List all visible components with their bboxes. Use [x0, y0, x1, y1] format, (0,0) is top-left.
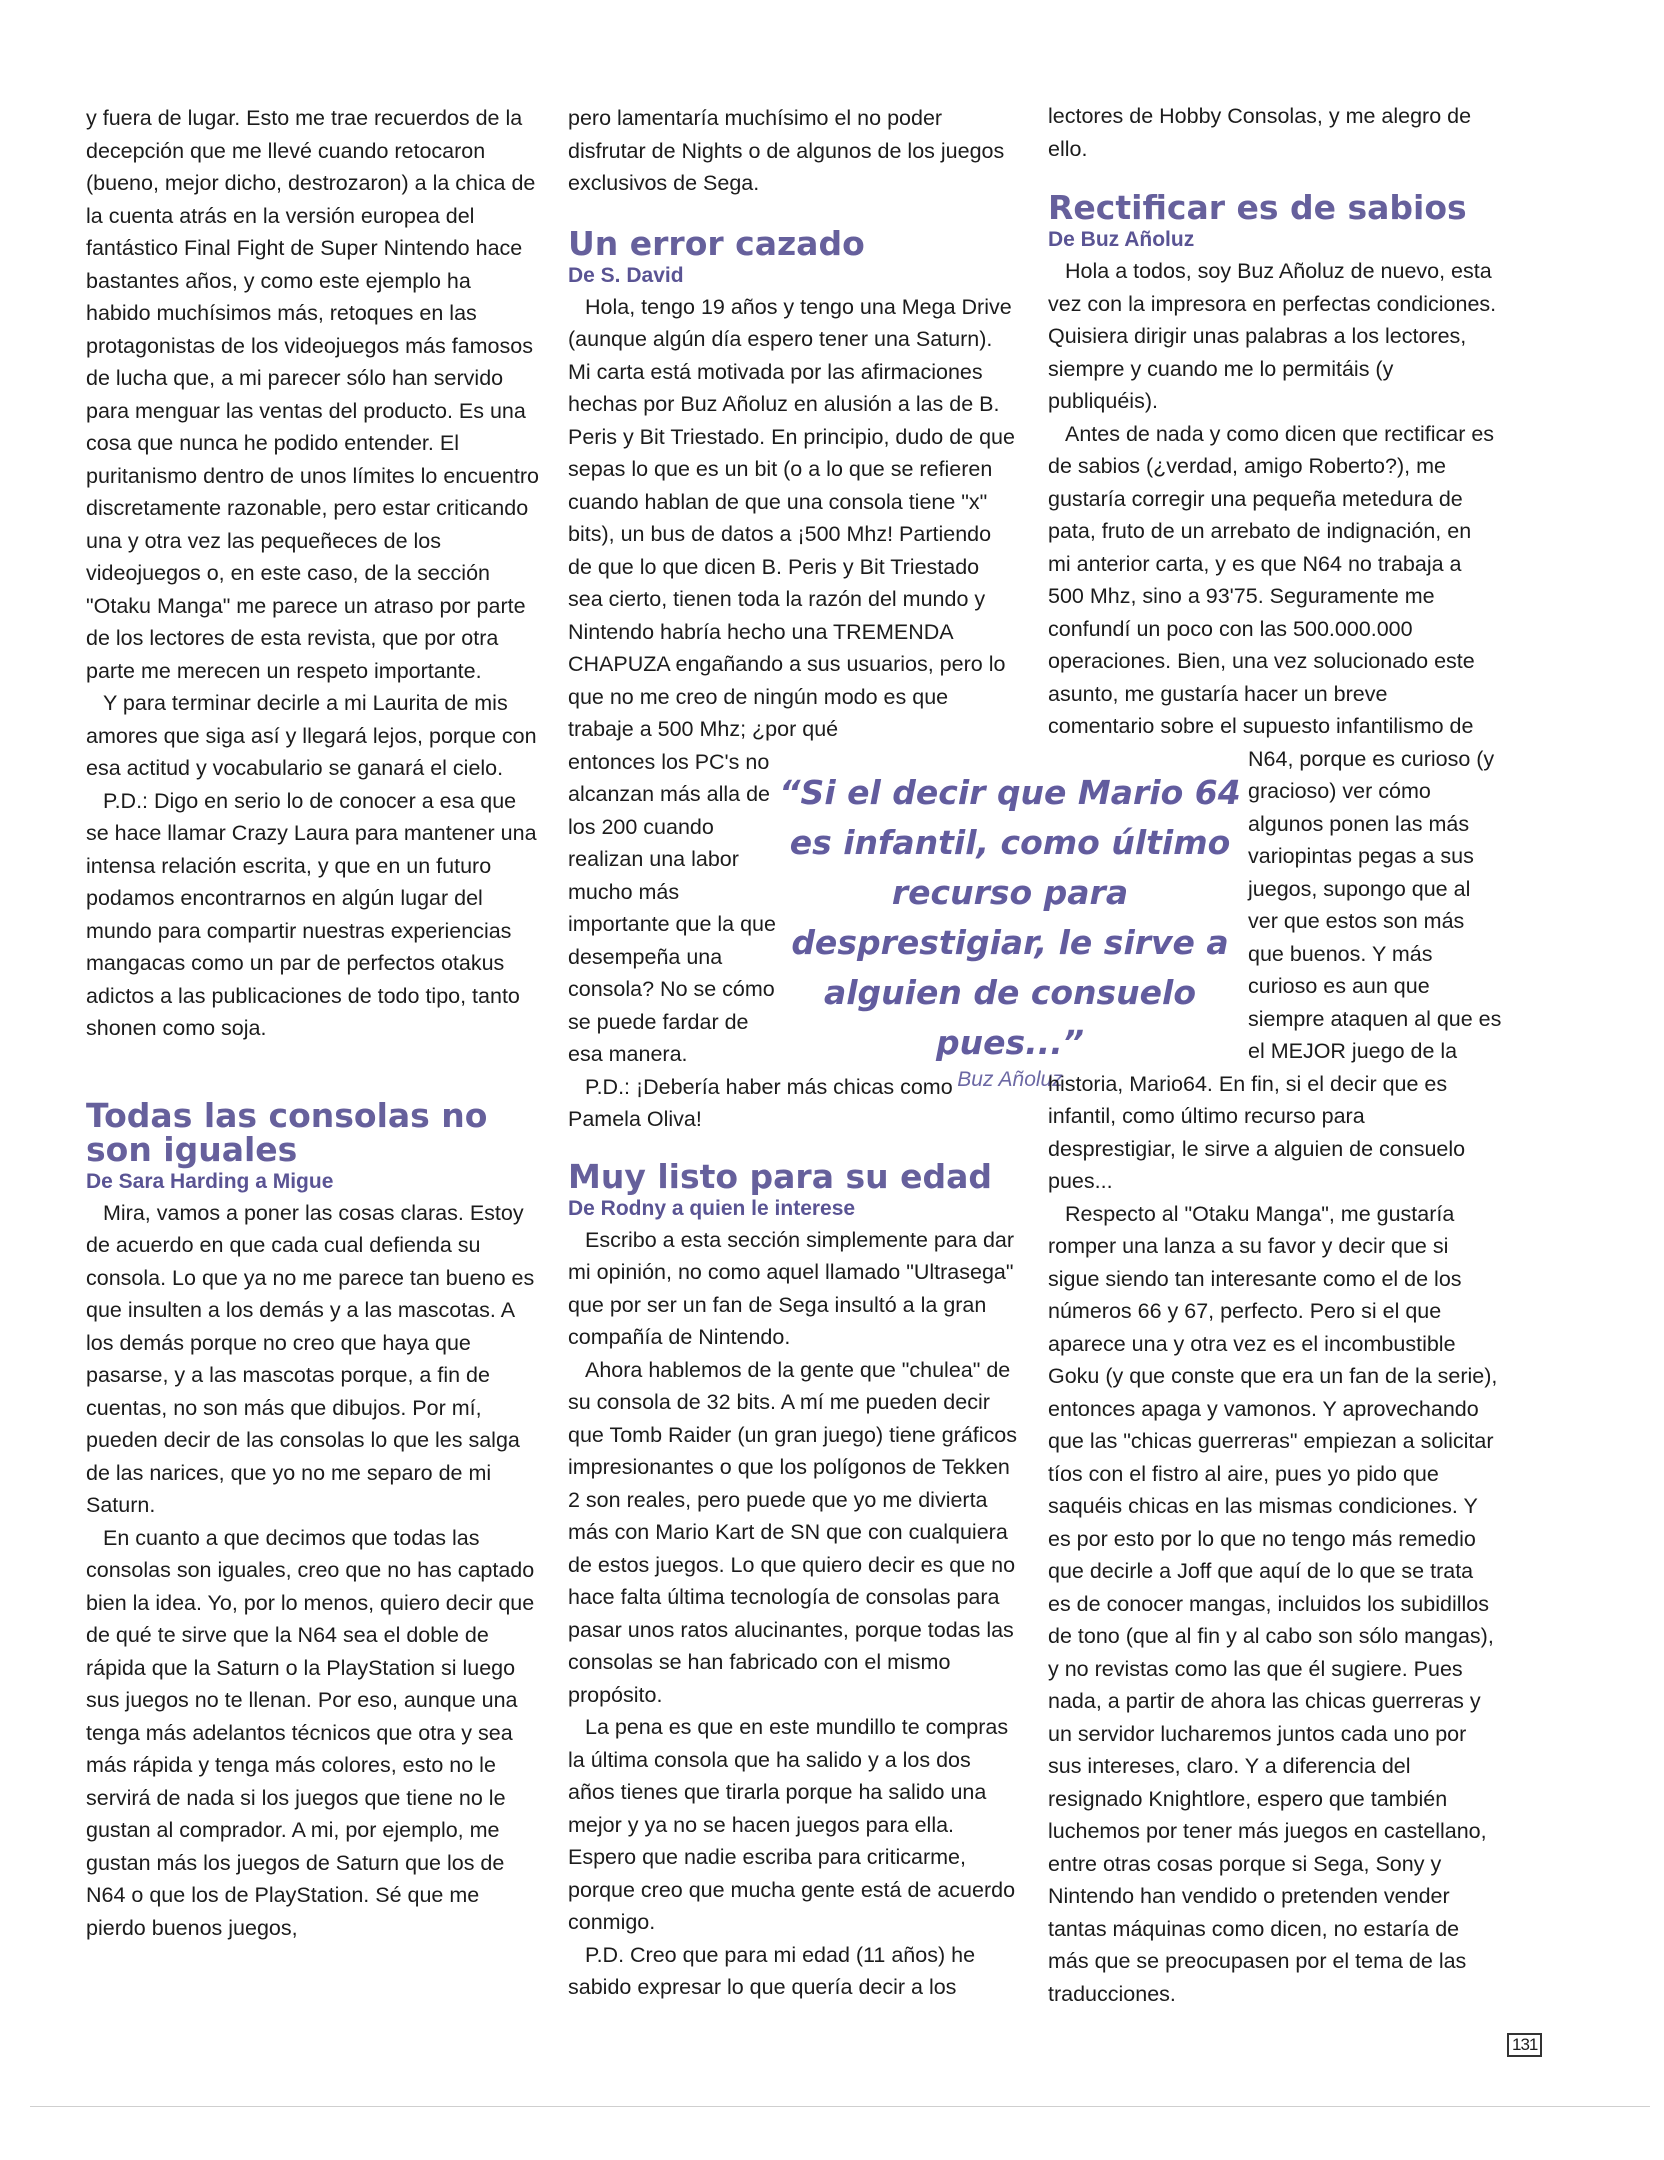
heading-muy-listo: Muy listo para su edad [568, 1156, 992, 1196]
col2-paragraph-6: La pena es que en este mundillo te compras la última consola que ha salido y a los dos años tienes que tirarla porque ha salido una mejor y ya no se hacen juegos para ella. Espero que nadie escriba para criticarme, porque creo que mucha gente está de acuerdo conmigo. [568, 1715, 1016, 1934]
col3-paragraph-4: Respecto al "Otaku Manga", me gustaría romper una lanza a su favor y decir que si sigue siendo tan interesante como el de los números 66 y 67, perfecto. Pero si el que aparece una y otra vez es el incombustible Goku (y que conste que era un fan de la serie), entonces apaga y vamonos. Y aprovechando que las "chicas guerreras" empiezan a solicitar tíos con el fistro al aire, pues yo pido que saquéis chicas en las mismas condiciones. Y es por esto por lo que no tengo más remedio que decirle a Joff que aquí de lo que se trata es de conocer mangas, incluidos los subidillos de tono (que al fin y al cabo son sólo mangas), y no revistas como las que él sugiere. Pues nada, a partir de ahora las chicas guerreras y un servidor lucharemos juntos cada uno por sus intereses, claro. Y a diferencia del resignado Knightlore, espero que también luchemos por tener más juegos en castellano, entre otras cosas porque si Sega, Sony y Nintendo han vendido o pretenden vender tantas máquinas como dicen, no estaría de más que se preocupasen por el tema de las traducciones. [1048, 1201, 1498, 2006]
col2-paragraph-7: P.D. Creo que para mi edad (11 años) he sabido expresar lo que quería decir a los [568, 1942, 976, 1999]
col2-paragraph-1: pero lamentaría muchísimo el no poder disfrutar de Nights o de algunos de los juegos exclusivos de Sega. [568, 106, 1005, 195]
col2-paragraph-2a: Hola, tengo 19 años y tengo una Mega Drive (aunque algún día espero tener una Saturn). Mi carta está motivada por las afirmaciones hechas por Buz Añoluz en alusión a las de B. Peris y Bit Triestado. En principio, dudo de que sepas lo que es un bit (o a lo que se refieren cuando hablan de que una consola tiene "x" bits), un bus de datos a ¡500 Mhz! Partiendo de que lo que dicen B. Peris y Bit Triestado sea cierto, tienen toda la razón del mundo y Nintendo habría hecho una TREMENDA CHAPUZA engañando a sus usuarios, pero lo que no me creo de ningún modo es que trabaje a 500 Mhz; ¿por qué [568, 294, 1015, 741]
col1-paragraph-1: y fuera de lugar. Esto me trae recuerdos de la decepción que me llevé cuando retocaron (bueno, mejor dicho, destrozaron) a la chica de la cuenta atrás en la versión europea del fantástico Final Fight de Super Nintendo hace bastantes años, y como este ejemplo ha habido muchísimos más, retoques en las protagonistas de los videojuegos más famosos de lucha que, a mi parecer sólo han servido para menguar las ventas del producto. Es una cosa que nunca he podido entender. El puritanismo dentro de unos límites lo encuentro discretamente razonable, pero estar criticando una y otra vez las pequeñeces de los videojuegos o, en este caso, de la sección "Otaku Manga" me parece un atraso por parte de los lectores de esta revista, que por otra parte me merecen un respeto importante. [86, 106, 539, 683]
column-3 [1048, 100, 1502, 2010]
col2-paragraph-2b: entonces los PC's no alcanzan más alla de los 200 cuando realizan una labor mucho más importante que la que desempeña una consola? No se cómo se puede fardar de esa manera. [568, 749, 776, 1066]
col2-paragraph-3: P.D.: ¡Debería haber más chicas como Pamela Oliva! [568, 1074, 953, 1131]
page-number: 131 [1507, 2033, 1542, 2057]
col1-paragraph-4: Mira, vamos a poner las cosas claras. Estoy de acuerdo en que cada cual defienda su consola. Lo que ya no me parece tan bueno es que insulten a los demás y a las mascotas. A los demás porque no creo que haya que pasarse, y a las mascotas porque, a fin de cuentas, no son más que dibujos. Por mí, pueden decir de las consolas lo que les salga de las narices, que yo no me separo de mi Saturn. [86, 1200, 535, 1517]
col1-paragraph-2: Y para terminar decirle a mi Laurita de mis amores que siga así y llegará lejos, porque con esa actitud y vocabulario se ganará el cielo. [86, 691, 537, 780]
byline-buz-anoluz: De Buz Añoluz [1048, 228, 1195, 251]
col1-paragraph-5: En cuanto a que decimos que todas las consolas son iguales, creo que no has captado bien la idea. Yo, por lo menos, quiero decir que de qué te sirve que la N64 sea el doble de rápida que la Saturn o la PlayStation si luego sus juegos no te llenan. Por eso, aunque una tenga más adelantos técnicos que otra y sea más rápida y tenga más colores, esto no le servirá de nada si los juegos que tiene no le gustan al comprador. A mi, por ejemplo, me gustan más los juegos de Saturn que los de N64 o que los de PlayStation. Sé que me pierdo buenos juegos, [86, 1525, 535, 1940]
col2-paragraph-4: Escribo a esta sección simplemente para dar mi opinión, no como aquel llamado "Ultrasega" que por ser un fan de Sega insultó a la gran compañía de Nintendo. [568, 1227, 1015, 1349]
byline-s-david: De S. David [568, 263, 684, 287]
col3-paragraph-3c: historia, Mario64. En fin, si el decir que es infantil, como último recurso para desprestigiar, le sirve a alguien de consuelo pues... [1048, 1071, 1466, 1193]
col3-paragraph-3a: Antes de nada y como dicen que rectificar es de sabios (¿verdad, amigo Roberto?), me gustaría corregir una pequeña metedura de pata, fruto de un arrebato de indignación, en mi anterior carta, y es que N64 no trabaja a 500 Mhz, sino a 93'75. Seguramente me confundí un poco con las 500.000.000 operaciones. Bien, una vez solucionado este asunto, me gustaría hacer un breve comentario sobre el supuesto infantilismo de [1048, 421, 1495, 738]
byline-rodny: De Rodny a quien le interese [568, 1196, 856, 1220]
pull-quote-author: Buz Añoluz [957, 1068, 1063, 1091]
heading-todas-las-consolas: Todas las consolas no son iguales [86, 1095, 488, 1169]
heading-rectificar: Rectificar es de sabios [1048, 188, 1467, 227]
col3-paragraph-3b: N64, porque es curioso (y gracioso) ver cómo algunos ponen las más variopintas pegas a sus juegos, supongo que al ver que estos son más que buenos. Y más curioso es aun que siempre ataquen al que es el MEJOR juego de la [1248, 746, 1502, 1063]
col2-paragraph-5: Ahora hablemos de la gente que "chulea" de su consola de 32 bits. A mí me pueden decir que Tomb Raider (un gran juego) tiene gráficos impresionantes o que los polígonos de Tekken 2 son reales, pero puede que yo me divierta más con Mario Kart de SN que con cualquiera de estos juegos. Lo que quiero decir es que no hace falta última tecnología de consolas para pasar unos ratos alucinantes, porque todas las consolas se han fabricado con el mismo propósito. [568, 1357, 1017, 1707]
heading-un-error-cazado: Un error cazado [568, 223, 865, 263]
footer-rule [30, 2106, 1650, 2107]
column-1 [86, 102, 541, 1944]
col3-paragraph-2: Hola a todos, soy Buz Añoluz de nuevo, esta vez con la impresora en perfectas condiciones. Quisiera dirigir unas palabras a los lectores, siempre y cuando me lo permitáis (y publiquéis). [1048, 259, 1497, 413]
pull-quote-text: “Si el decir que Mario 64 es infantil, como último recurso para desprestigiar, le sirve a alguien de consuelo pues...” [779, 773, 1241, 1062]
col3-paragraph-1: lectores de Hobby Consolas, y me alegro de ello. [1048, 104, 1472, 161]
col1-paragraph-3: P.D.: Digo en serio lo de conocer a esa que se hace llamar Crazy Laura para mantener una intensa relación escrita, y que en un futuro podamos encontrarnos en algún lugar del mundo para compartir nuestras experiencias mangacas como un par de perfectos otakus adictos a las publicaciones de todo tipo, tanto shonen como soja. [86, 788, 537, 1040]
byline-sara-harding: De Sara Harding a Migue [86, 1169, 334, 1193]
